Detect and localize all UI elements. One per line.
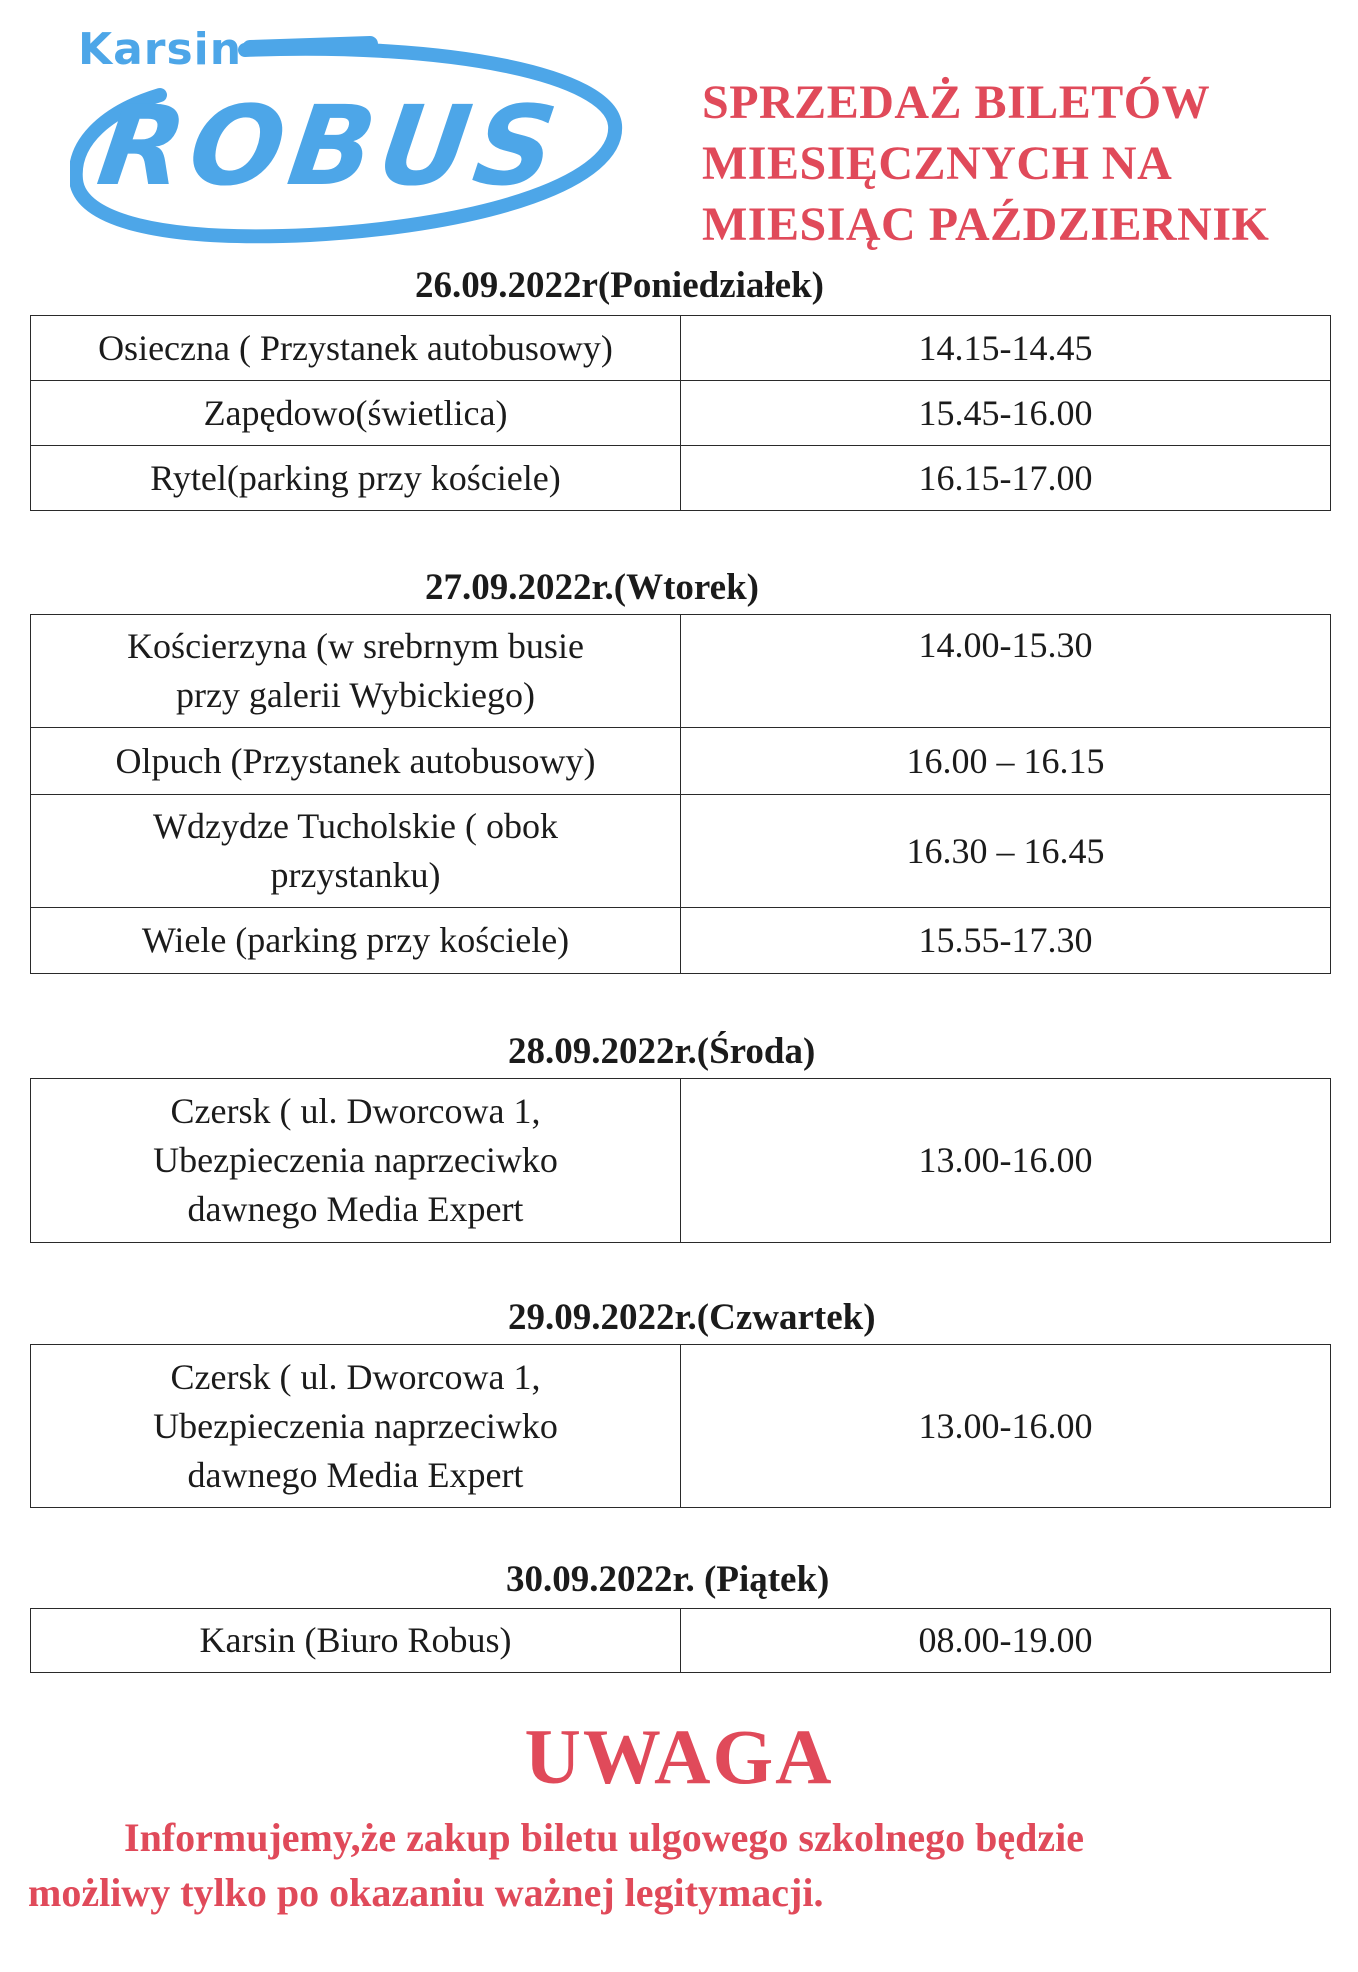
location-cell: [31, 1345, 681, 1508]
location-line: Ubezpieczenia naprzeciwko: [153, 1140, 558, 1180]
logo-robus-text: ROBUS: [91, 82, 570, 210]
table-row: [31, 1345, 1331, 1508]
table-row: [31, 446, 1331, 511]
table-row: [31, 728, 1331, 795]
logo-karsin-text: Karsin: [78, 24, 243, 75]
schedule-table-friday: [30, 1608, 1331, 1673]
table-row: [31, 316, 1331, 381]
notice-line-2: możliwy tylko po okazaniu ważnej legitymacji.: [28, 1870, 824, 1915]
schedule-table-wednesday: [30, 1078, 1331, 1243]
location-line: Czersk ( ul. Dworcowa 1,: [170, 1091, 541, 1131]
location-line: Wdzydze Tucholskie ( obok: [153, 806, 558, 846]
page-title: [702, 72, 1342, 255]
location-cell: Wiele (parking przy kościele): [31, 908, 681, 974]
table-row: [31, 381, 1331, 446]
location-line: dawnego Media Expert: [187, 1454, 524, 1495]
day-header-friday: 30.09.2022r. (Piątek): [506, 1559, 830, 1600]
time-cell: 13.00-16.00: [681, 1079, 1331, 1243]
title-line-2: MIESIĘCZNYCH NA: [702, 137, 1173, 190]
time-cell: 16.00 – 16.15: [681, 728, 1331, 795]
robus-logo: [70, 20, 625, 255]
time-cell: 15.55-17.30: [681, 908, 1331, 974]
table-row: [31, 908, 1331, 974]
notice-text: [28, 1810, 1338, 1920]
location-cell: [31, 1079, 681, 1243]
day-header-thursday: 29.09.2022r.(Czwartek): [508, 1297, 876, 1338]
title-line-1: SPRZEDAŻ BILETÓW: [702, 76, 1211, 129]
location-cell: Olpuch (Przystanek autobusowy): [31, 728, 681, 795]
time-cell: 15.45-16.00: [681, 381, 1331, 446]
location-line: przystanku): [270, 855, 441, 895]
schedule-table-tuesday: [30, 614, 1331, 974]
title-line-3: MIESIĄC PAŹDZIERNIK: [702, 198, 1270, 251]
time-cell: 08.00-19.00: [681, 1609, 1331, 1673]
location-cell: Zapędowo(świetlica): [31, 381, 681, 446]
location-line: przy galerii Wybickiego): [175, 675, 536, 715]
location-line: Ubezpieczenia naprzeciwko: [153, 1405, 558, 1446]
notice-heading: UWAGA: [524, 1713, 834, 1800]
location-line: Kościerzyna (w srebrnym busie: [127, 626, 584, 666]
location-cell: [31, 615, 681, 728]
table-row: [31, 795, 1331, 908]
location-cell: Osieczna ( Przystanek autobusowy): [31, 316, 681, 381]
location-cell: [31, 795, 681, 908]
time-cell: 16.30 – 16.45: [681, 795, 1331, 908]
day-header-tuesday: 27.09.2022r.(Wtorek): [425, 567, 759, 608]
day-header-monday: 26.09.2022r(Poniedziałek): [415, 265, 825, 306]
table-row: [31, 1079, 1331, 1243]
time-cell: 14.15-14.45: [681, 316, 1331, 381]
location-line: Czersk ( ul. Dworcowa 1,: [170, 1356, 541, 1397]
schedule-table-thursday: [30, 1344, 1331, 1508]
time-cell: 16.15-17.00: [681, 446, 1331, 511]
location-cell: Karsin (Biuro Robus): [31, 1609, 681, 1673]
day-header-wednesday: 28.09.2022r.(Środa): [508, 1031, 816, 1072]
table-row: [31, 1609, 1331, 1673]
time-cell: 13.00-16.00: [681, 1345, 1331, 1508]
table-row: [31, 615, 1331, 728]
notice-line-1: Informujemy,że zakup biletu ulgowego szkolnego będzie: [124, 1815, 1084, 1860]
schedule-table-monday: [30, 315, 1331, 511]
location-cell: Rytel(parking przy kościele): [31, 446, 681, 511]
location-line: dawnego Media Expert: [187, 1189, 524, 1229]
time-cell: 14.00-15.30: [681, 615, 1331, 728]
